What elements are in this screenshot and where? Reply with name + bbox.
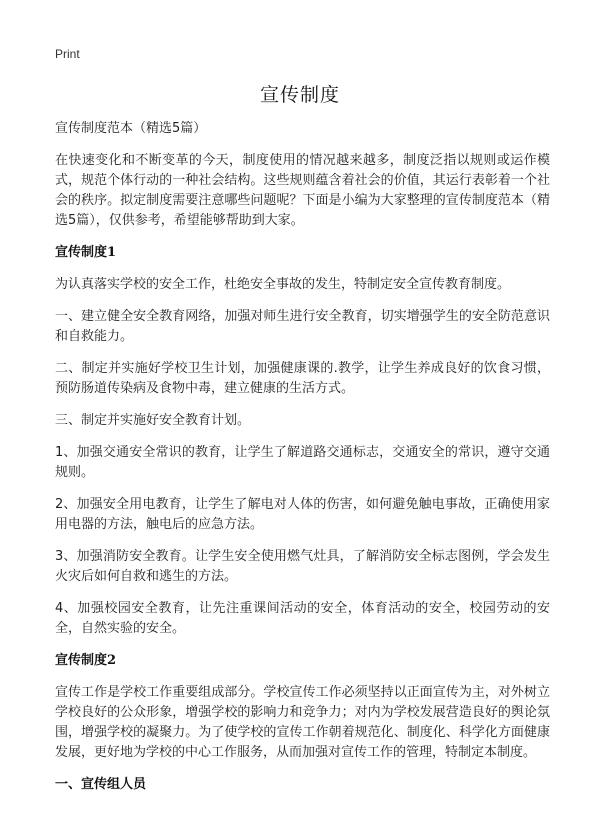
section1-paragraph: 为认真落实学校的安全工作，杜绝安全事故的发生，特制定安全宣传教育制度。 [55,277,511,292]
section-heading-1: 宣传制度1 [55,245,117,260]
intro-paragraph: 在快速变化和不断变革的今天，制度使用的情况越来越多，制度泛指以规则或运作模式，规范个体行动的一种社会结构。这些规则蕴含着社会的价值，其运行表彰着一个社会的秩序。拟定制度需要注意哪些问题呢？下面是小编为大家整理的宣传制度范本（精选5篇），仅供参考，希望能够帮助到大家。 [55,153,550,228]
section1-paragraph: 二、制定并实施好学校卫生计划，加强健康课的.教学，让学生养成良好的饮食习惯，预防肠道传染病及食物中毒，建立健康的生活方式。 [55,361,550,396]
section2-paragraph: 宣传工作是学校工作重要组成部分。学校宣传工作必须坚持以正面宣传为主，对外树立学校良好的公众形象，增强学校的影响力和竞争力；对内为学校发展营造良好的舆论氛围，增强学校的凝聚力。为了使学校的宣传工作朝着规范化、制度化、科学化方面健康发展，更好地为学校的中心工作服务，从而加强对宣传工作的管理，特制定本制度。 [55,685,550,760]
section1-paragraph: 三、制定并实施好安全教育计划。 [55,413,251,428]
section2-subheading: 一、宣传组人员 [55,777,147,792]
section1-paragraph: 3、加强消防安全教育。让学生安全使用燃气灶具，了解消防安全标志图例，学会发生火灾后如何自救和逃生的方法。 [55,549,550,584]
section1-paragraph: 1、加强交通安全常识的教育，让学生了解道路交通标志，交通安全的常识，遵守交通规则。 [55,445,550,480]
document-subtitle: 宣传制度范本（精选5篇） [55,121,207,136]
section1-paragraph: 一、建立健全安全教育网络，加强对师生进行安全教育，切实增强学生的安全防范意识和自救能力。 [55,309,550,344]
page-title: 宣传制度 [259,84,340,106]
print-link[interactable]: Print [55,47,80,61]
section1-paragraph: 4、加强校园安全教育，让先注重课间活动的安全，体育活动的安全，校园劳动的安全，自然实验的安全。 [55,601,550,636]
document-body [55,119,550,807]
section-heading-2: 宣传制度2 [55,653,117,668]
section1-paragraph: 2、加强安全用电教育，让学生了解电对人体的伤害，如何避免触电事故，正确使用家用电器的方法，触电后的应急方法。 [55,497,550,532]
